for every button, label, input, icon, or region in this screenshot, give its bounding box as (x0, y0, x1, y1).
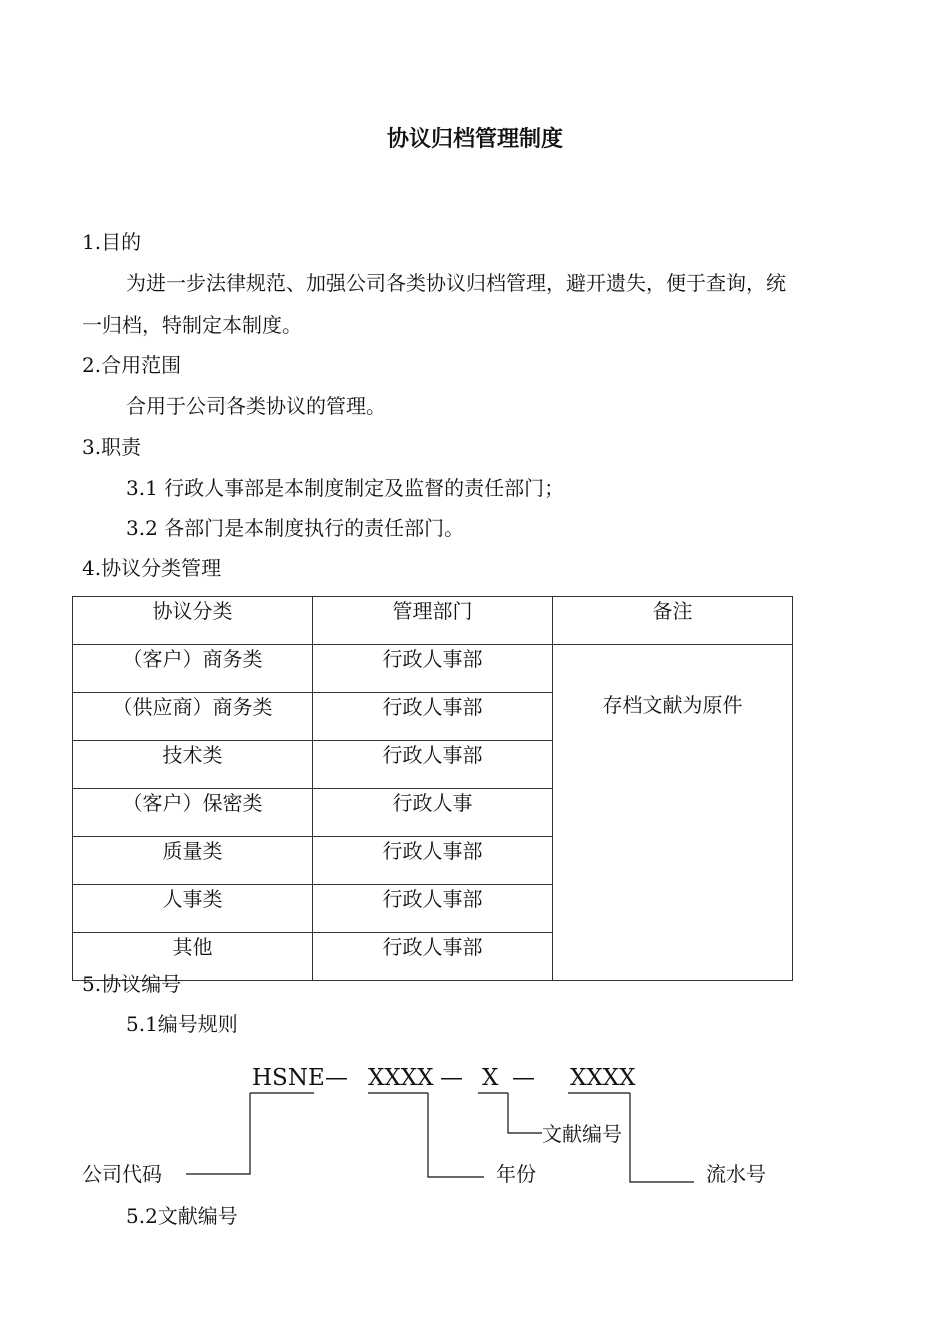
section-5-2-heading: 5.2文献编号 (126, 1204, 238, 1228)
dept-cell: 行政人事部 (313, 741, 553, 789)
document-title: 协议归档管理制度 (386, 127, 563, 152)
label-year: 年份 (496, 1162, 536, 1186)
category-cell: 质量类 (73, 837, 313, 885)
table-header-cell: 协议分类 (73, 597, 313, 645)
code-part-year: XXXX (368, 1065, 434, 1091)
company-connector (186, 1093, 250, 1174)
category-cell: 其他 (73, 933, 313, 981)
label-company-code: 公司代码 (82, 1162, 162, 1186)
year-connector (428, 1093, 484, 1177)
code-dash: — (512, 1065, 535, 1091)
dept-cell: 行政人事 (313, 789, 553, 837)
category-cell: （客户）商务类 (73, 645, 313, 693)
section-2-heading: 2.合用范围 (82, 353, 182, 377)
dept-cell: 行政人事部 (313, 693, 553, 741)
label-serial-number: 流水号 (706, 1162, 766, 1186)
label-doc-number: 文献编号 (542, 1122, 622, 1146)
section-5-1-heading: 5.1编号规则 (126, 1012, 238, 1036)
category-cell: （客户）保密类 (73, 789, 313, 837)
section-1-body-line2: 一归档，特制定本制度。 (82, 313, 302, 337)
code-part-company: HSNE (252, 1065, 325, 1091)
code-dash: — (325, 1065, 348, 1091)
category-cell: （供应商）商务类 (73, 693, 313, 741)
section-4-heading: 4.协议分类管理 (82, 556, 222, 580)
category-cell: 技术类 (73, 741, 313, 789)
code-part-serial: XXXX (570, 1065, 636, 1091)
doc-connector (508, 1093, 542, 1133)
dept-cell: 行政人事部 (313, 885, 553, 933)
section-1-heading: 1.目的 (82, 230, 142, 254)
section-1-body-line1: 为进一步法律规范、加强公司各类协议归档管理，避开遗失，便于查询，统 (126, 271, 786, 295)
section-2-body: 合用于公司各类协议的管理。 (126, 394, 386, 418)
code-part-doc: X (482, 1065, 499, 1091)
note-cell: 存档文献为原件 (553, 645, 793, 981)
table-header-cell: 备注 (553, 597, 793, 645)
section-5-heading: 5.协议编号 (82, 972, 182, 996)
section-3-item-1: 3.1 行政人事部是本制度制定及监督的责任部门； (126, 476, 565, 500)
section-3-item-2: 3.2 各部门是本制度执行的责任部门。 (126, 516, 465, 540)
category-cell: 人事类 (73, 885, 313, 933)
dept-cell: 行政人事部 (313, 645, 553, 693)
serial-connector (630, 1093, 694, 1182)
dept-cell: 行政人事部 (313, 933, 553, 981)
dept-cell: 行政人事部 (313, 837, 553, 885)
section-3-heading: 3.职责 (82, 435, 142, 459)
code-dash: — (440, 1065, 463, 1091)
table-header-cell: 管理部门 (313, 597, 553, 645)
